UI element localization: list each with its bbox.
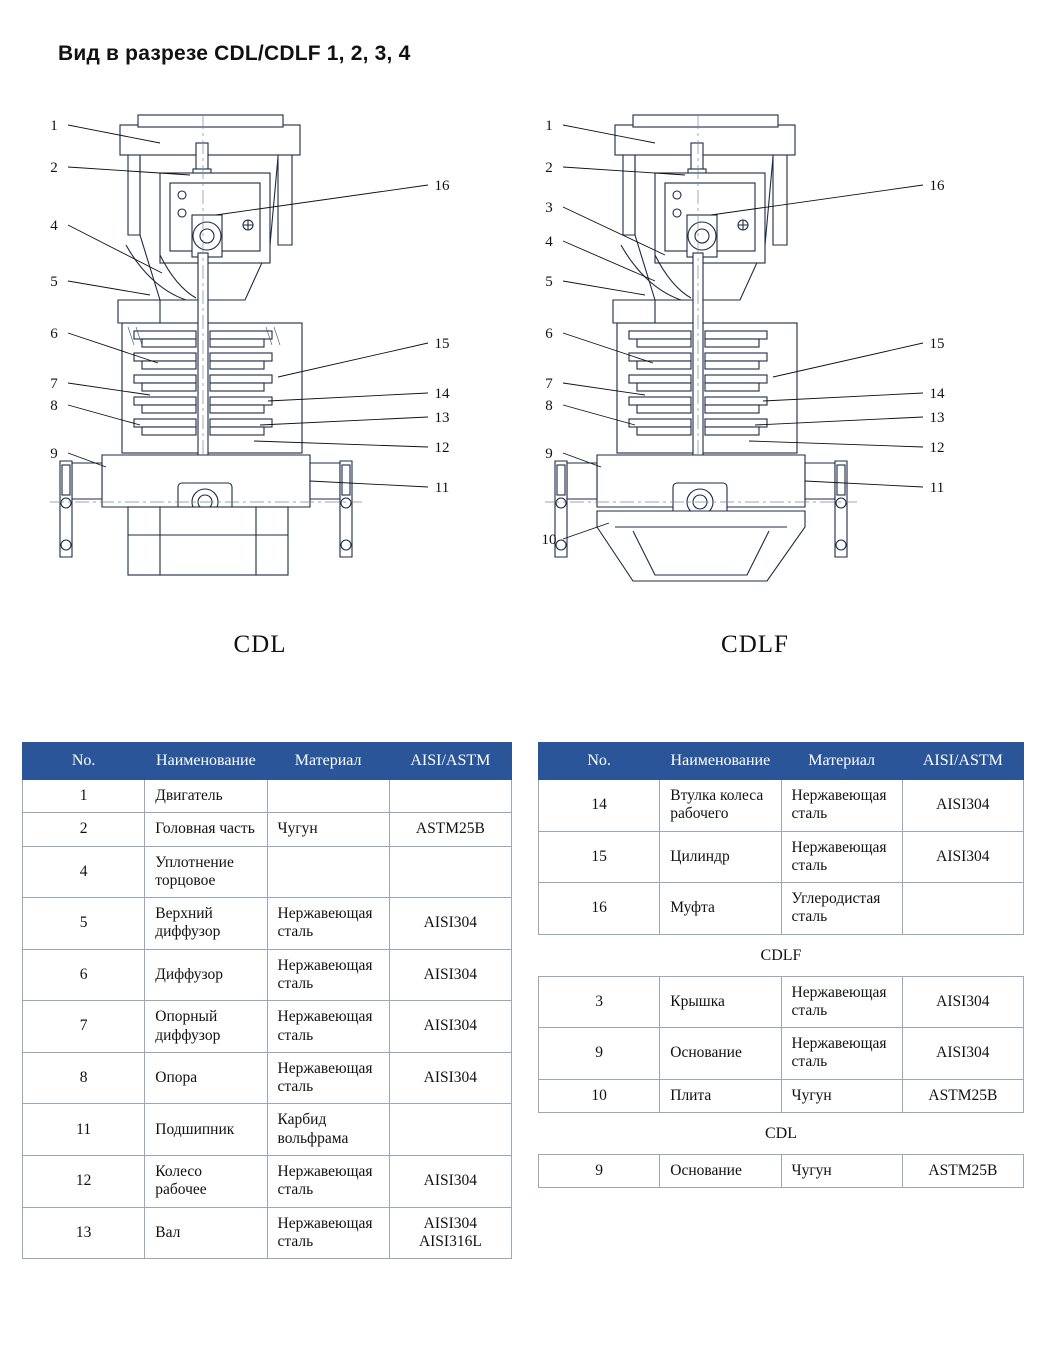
cell-material: Нержавеющая сталь xyxy=(781,1028,902,1080)
cell-no: 16 xyxy=(539,883,660,935)
cell-no: 4 xyxy=(23,846,145,898)
cell-material: Нержавеющая сталь xyxy=(267,1155,389,1207)
cell-name: Втулка колеса рабочего xyxy=(660,780,781,832)
callout-5: 5 xyxy=(50,274,58,290)
table-row xyxy=(539,976,1024,1028)
callout-14: 14 xyxy=(434,386,450,402)
callout-1: 1 xyxy=(545,118,553,134)
cell-material: Чугун xyxy=(781,1079,902,1112)
col-no: No. xyxy=(23,743,145,780)
callout-14: 14 xyxy=(929,386,945,402)
cell-name: Крышка xyxy=(660,976,781,1028)
page-title: Вид в разрезе CDL/CDLF 1, 2, 3, 4 xyxy=(58,42,411,65)
cell-no: 7 xyxy=(23,1001,145,1053)
col-aisi: AISI/ASTM xyxy=(389,743,511,780)
cell-no: 10 xyxy=(539,1079,660,1112)
cell-no: 13 xyxy=(23,1207,145,1259)
cell-no: 1 xyxy=(23,780,145,813)
cell-material xyxy=(267,846,389,898)
cell-aisi: AISI304 xyxy=(902,831,1023,883)
cell-aisi: AISI304 xyxy=(389,949,511,1001)
cell-material: Нержавеющая сталь xyxy=(267,949,389,1001)
cell-aisi xyxy=(902,883,1023,935)
table-row xyxy=(539,1079,1024,1112)
section-label-text: CDLF xyxy=(539,934,1024,976)
table-row xyxy=(23,846,512,898)
cell-no: 11 xyxy=(23,1104,145,1156)
callout-4: 4 xyxy=(545,234,553,250)
callout-3: 3 xyxy=(545,200,553,216)
cell-material: Углеродистая сталь xyxy=(781,883,902,935)
cell-material: Нержавеющая сталь xyxy=(267,1207,389,1259)
callout-16: 16 xyxy=(434,178,450,194)
cell-no: 12 xyxy=(23,1155,145,1207)
cell-name: Вал xyxy=(145,1207,267,1259)
cell-no: 15 xyxy=(539,831,660,883)
col-name: Наименование xyxy=(145,743,267,780)
cell-no: 8 xyxy=(23,1052,145,1104)
cell-aisi: AISI304 xyxy=(902,1028,1023,1080)
cell-aisi xyxy=(389,1104,511,1156)
cell-name: Головная часть xyxy=(145,813,267,846)
cell-name: Основание xyxy=(660,1028,781,1080)
col-mat: Материал xyxy=(267,743,389,780)
drawings-area xyxy=(0,95,1043,665)
col-aisi: AISI/ASTM xyxy=(902,743,1023,780)
cell-no: 9 xyxy=(539,1154,660,1187)
table-row xyxy=(539,883,1024,935)
callout-6: 6 xyxy=(545,326,553,342)
cell-aisi: AISI304 xyxy=(389,1155,511,1207)
cell-name: Опорный диффузор xyxy=(145,1001,267,1053)
cdlf-section-drawing xyxy=(505,95,1005,665)
table-header-row xyxy=(23,743,512,780)
cell-no: 6 xyxy=(23,949,145,1001)
cell-name: Плита xyxy=(660,1079,781,1112)
callout-9: 9 xyxy=(545,446,553,462)
col-no: No. xyxy=(539,743,660,780)
table-row xyxy=(23,813,512,846)
callout-13: 13 xyxy=(434,410,450,426)
cell-no: 5 xyxy=(23,898,145,950)
cell-material: Нержавеющая сталь xyxy=(267,1052,389,1104)
cell-material: Чугун xyxy=(267,813,389,846)
table-row xyxy=(23,1155,512,1207)
cell-material: Нержавеющая сталь xyxy=(267,898,389,950)
cell-material: Нержавеющая сталь xyxy=(267,1001,389,1053)
cell-name: Опора xyxy=(145,1052,267,1104)
cell-name: Цилиндр xyxy=(660,831,781,883)
cell-aisi: AISI304 xyxy=(389,1001,511,1053)
cell-aisi: ASTM25B xyxy=(902,1079,1023,1112)
col-name: Наименование xyxy=(660,743,781,780)
section-label-cdlf xyxy=(539,934,1024,976)
callout-11: 11 xyxy=(929,480,945,496)
cell-name: Основание xyxy=(660,1154,781,1187)
table-row xyxy=(539,1028,1024,1080)
drawing-cdlf xyxy=(505,95,1005,665)
drawing-caption-cdlf: CDLF xyxy=(721,631,789,658)
callout-9: 9 xyxy=(50,446,58,462)
table-row xyxy=(23,1001,512,1053)
callout-15: 15 xyxy=(929,336,945,352)
cell-aisi: AISI304 xyxy=(902,780,1023,832)
col-mat: Материал xyxy=(781,743,902,780)
drawing-cdl xyxy=(10,95,510,665)
callout-8: 8 xyxy=(545,398,553,414)
cell-no: 3 xyxy=(539,976,660,1028)
cell-name: Подшипник xyxy=(145,1104,267,1156)
callout-2: 2 xyxy=(545,160,553,176)
cell-aisi xyxy=(389,780,511,813)
callout-12: 12 xyxy=(434,440,450,456)
callout-5: 5 xyxy=(545,274,553,290)
table-row xyxy=(23,898,512,950)
cell-aisi xyxy=(389,846,511,898)
table-row xyxy=(23,949,512,1001)
cell-name: Верхний диффузор xyxy=(145,898,267,950)
table-row xyxy=(539,831,1024,883)
callout-4: 4 xyxy=(50,218,58,234)
cell-material xyxy=(267,780,389,813)
callout-7: 7 xyxy=(50,376,58,392)
cell-name: Уплотнение торцовое xyxy=(145,846,267,898)
callout-11: 11 xyxy=(434,480,450,496)
table-row xyxy=(539,780,1024,832)
parts-table-left xyxy=(22,742,512,1259)
section-label-text: CDL xyxy=(539,1112,1024,1154)
cell-aisi: AISI304 xyxy=(902,976,1023,1028)
cell-aisi: AISI304 AISI316L xyxy=(389,1207,511,1259)
cell-name: Двигатель xyxy=(145,780,267,813)
cell-no: 9 xyxy=(539,1028,660,1080)
table-row xyxy=(23,1207,512,1259)
cell-name: Диффузор xyxy=(145,949,267,1001)
parts-table-right xyxy=(538,742,1024,1188)
callout-2: 2 xyxy=(50,160,58,176)
table-row xyxy=(23,1104,512,1156)
table-row xyxy=(23,780,512,813)
table-header-row xyxy=(539,743,1024,780)
table-row xyxy=(539,1154,1024,1187)
callout-13: 13 xyxy=(929,410,945,426)
cell-aisi: AISI304 xyxy=(389,898,511,950)
cell-name: Муфта xyxy=(660,883,781,935)
callout-15: 15 xyxy=(434,336,450,352)
cell-aisi: AISI304 xyxy=(389,1052,511,1104)
cdl-section-drawing xyxy=(10,95,510,665)
cell-material: Нержавеющая сталь xyxy=(781,780,902,832)
callout-12: 12 xyxy=(929,440,945,456)
cell-material: Чугун xyxy=(781,1154,902,1187)
section-label-cdl xyxy=(539,1112,1024,1154)
callout-1: 1 xyxy=(50,118,58,134)
cell-material: Нержавеющая сталь xyxy=(781,976,902,1028)
callout-16: 16 xyxy=(929,178,945,194)
cell-name: Колесо рабочее xyxy=(145,1155,267,1207)
callout-8: 8 xyxy=(50,398,58,414)
callout-10: 10 xyxy=(541,532,557,548)
callout-6: 6 xyxy=(50,326,58,342)
table-row xyxy=(23,1052,512,1104)
cell-no: 2 xyxy=(23,813,145,846)
cell-material: Карбид вольфрама xyxy=(267,1104,389,1156)
cell-aisi: ASTM25B xyxy=(902,1154,1023,1187)
cell-no: 14 xyxy=(539,780,660,832)
drawing-caption-cdl: CDL xyxy=(233,631,287,658)
callout-7: 7 xyxy=(545,376,553,392)
cell-aisi: ASTM25B xyxy=(389,813,511,846)
cell-material: Нержавеющая сталь xyxy=(781,831,902,883)
